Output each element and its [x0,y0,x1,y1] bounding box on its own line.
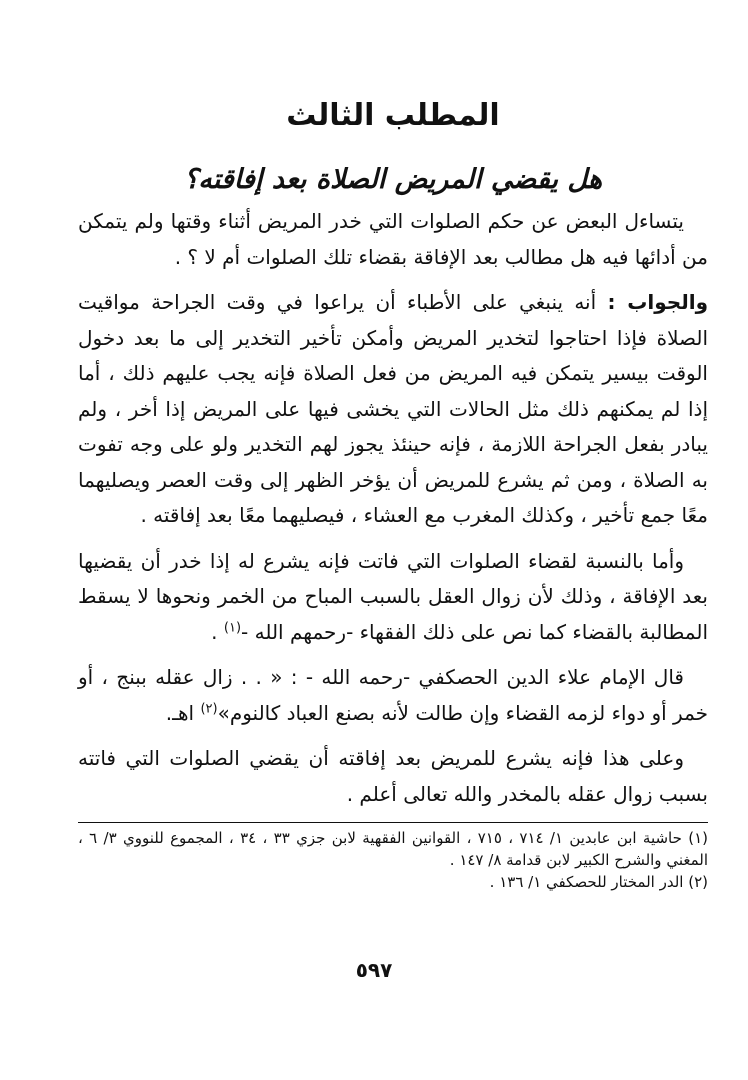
book-page [78,80,708,893]
quote-text: قال الإمام علاء الدين الحصكفي -رحمه الله - : « . . زال عقله ببنج ، أو خمر أو دواء لزمه القضاء وإن طالت لأنه بصنع العباد كالنوم» [78,665,708,725]
missed-prayers-end: . [211,619,224,644]
answer-text: أنه ينبغي على الأطباء أن يراعوا في وقت الجراحة مواقيت الصلاة فإذا احتاجوا لتخدير المريض وأمكن تأخير التخدير إلى ما بعد دخول الوقت بيسير يتمكن فيه المريض من فعل الصلاة فإنه يجب عليهم ذلك ، أما إذا لم يمكنهم ذلك مثل الحالات التي يخشى فيها على المريض إذا أخر ، ولم يبادر بفعل الجراحة اللازمة ، فإنه حينئذ يجوز لهم التخدير ولو على وجه تفوت به الصلاة ، ومن ثم يشرع للمريض أن يؤخر الظهر إلى وقت العصر ويصليهما معًا جمع تأخير ، وكذلك المغرب مع العشاء ، فيصليهما معًا بعد إفاقته . [78,290,708,527]
answer-lead: والجواب : [607,290,709,314]
footnote-ref-1[interactable]: (١) [223,619,242,635]
footnote-2: (٢) الدر المختار للحصكفي ١/ ١٣٦ . [489,873,708,891]
section-title: المطلب الثالث [286,98,500,133]
footnotes-section [78,822,708,893]
footnote-1: (١) حاشية ابن عابدين ١/ ٧١٤ ، ٧١٥ ، القوانين الفقهية لابن جزي ٣٣ ، ٣٤ ، المجموع للنووي ٣/ ٦ ، المغني والشرح الكبير لابن قدامة ٨/ ١٤٧ . [78,829,708,869]
answer-paragraph [78,285,708,534]
footnote-ref-2[interactable]: (٢) [200,700,218,716]
intro-paragraph: يتساءل البعض عن حكم الصلوات التي خدر المريض أثناء وقتها ولم يتمكن من أدائها فيه هل مطالب بعد الإفاقة بقضاء تلك الصلوات أم لا ؟ . [78,209,708,269]
question-title: هل يقضي المريض الصلاة بعد إفاقته؟ [183,164,603,195]
quote-end: اهـ. [165,700,201,725]
conclusion-paragraph: وعلى هذا فإنه يشرع للمريض بعد إفاقته أن يقضي الصلوات التي فاتته بسبب زوال عقله بالمخدر والله تعالى أعلم . [78,746,708,806]
page-number: ٥٩٧ [355,958,393,982]
missed-prayers-text: وأما بالنسبة لقضاء الصلوات التي فاتت فإنه يشرع له إذا خدر أن يقضيها بعد الإفاقة ، وذلك لأن زوال العقل بالسبب المباح من الخمر ونحوها لا يسقط المطالبة بالقضاء كما نص على ذلك الفقهاء -رحمهم الله - [78,548,708,644]
missed-prayers-paragraph [78,544,708,651]
quote-paragraph [78,660,708,731]
